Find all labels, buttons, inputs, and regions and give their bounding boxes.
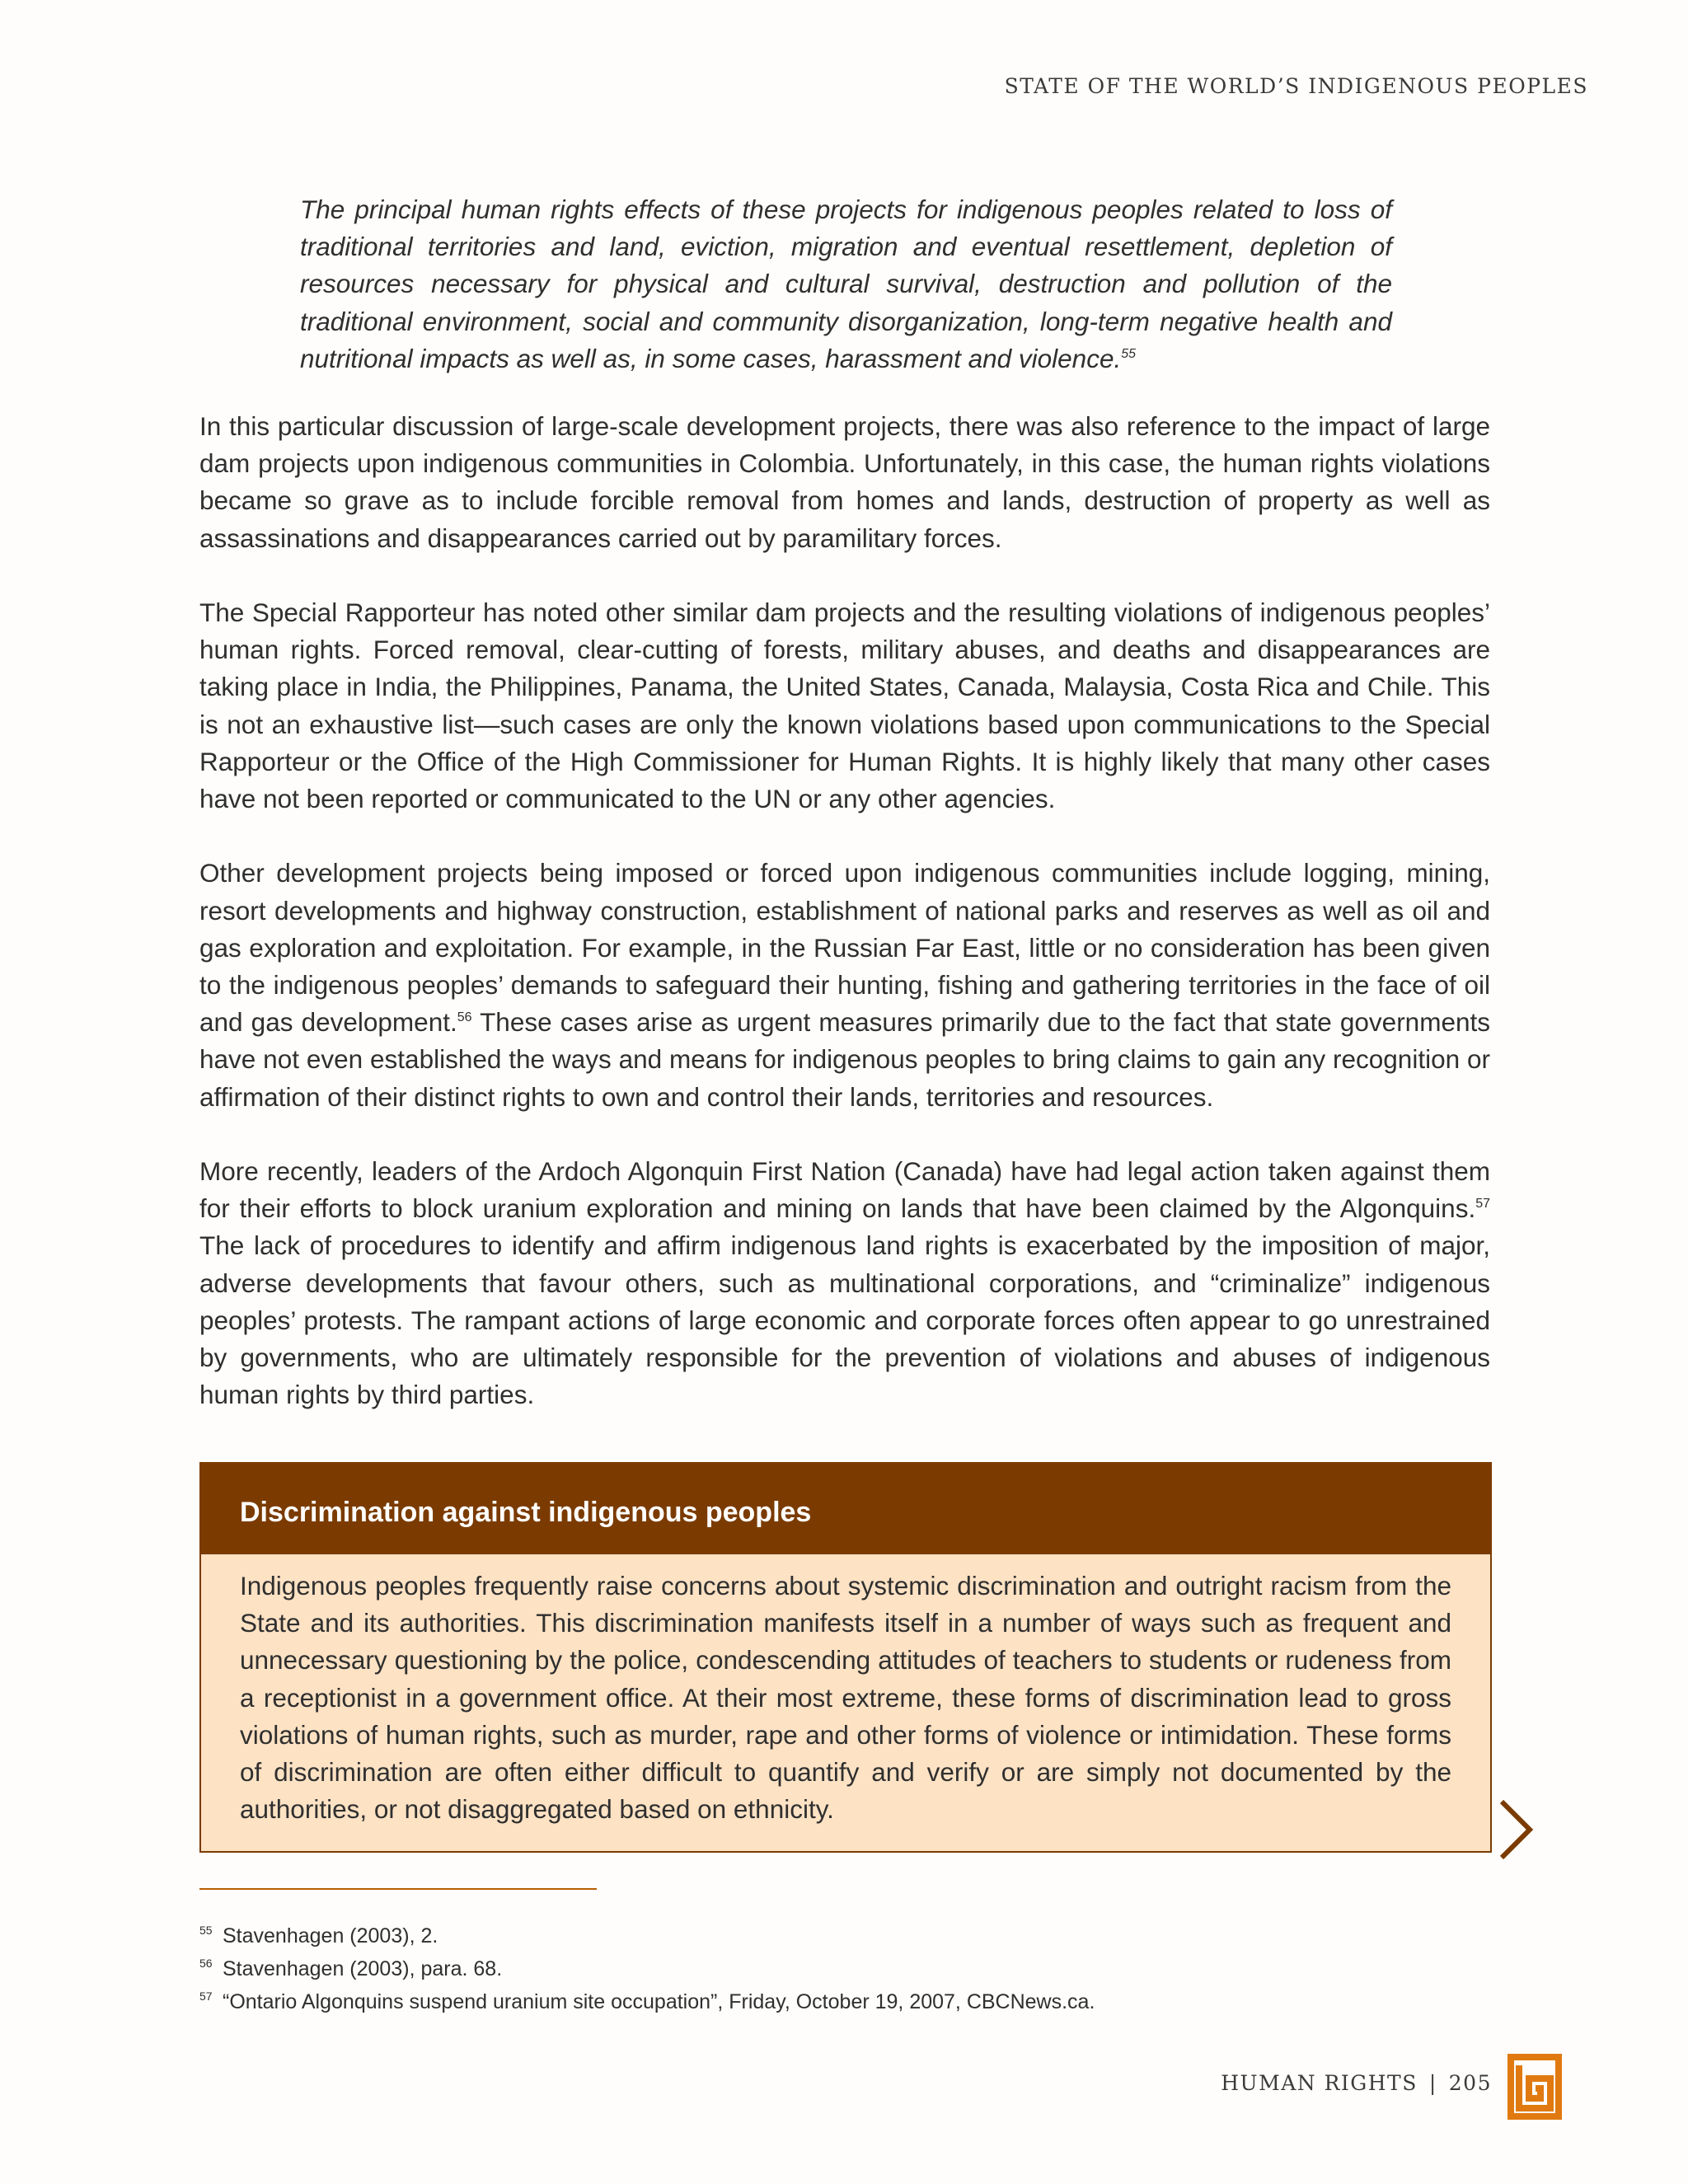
body-text <box>199 408 1490 1451</box>
footnote-divider <box>199 1888 597 1890</box>
box-text: Indigenous peoples frequently raise concerns about systemic discrimination and outright racism from the State and its authorities. This discrimination manifests itself in a number of ways such as frequent and unnecessary questioning by the police, condescending attitudes of teachers to students or rudeness from a receptionist in a government office. At their most extreme, these forms of discrimination lead to gross violations of human rights, such as murder, rape and other forms of violence or intimidation. These forms of discrimination are often either difficult to quantify and verify or are simply not documented by the authorities, or not disaggregated based on ethnicity. <box>240 1571 1451 1825</box>
chevron-right-icon[interactable] <box>1497 1797 1536 1863</box>
box-title: Discrimination against indigenous peoples <box>240 1497 812 1528</box>
running-header: STATE OF THE WORLD’S INDIGENOUS PEOPLES <box>1004 74 1588 98</box>
footer-section: HUMAN RIGHTS <box>1221 2071 1418 2095</box>
footer-separator: | <box>1428 2071 1437 2095</box>
paragraph-dam-colombia: In this particular discussion of large-scale development projects, there was also reference to the impact of large dam projects upon indigenous communities in Colombia. Unfortunately, in this case, the human rights violations became so grave as to include forcible removal from homes and lands, destruction of property as well as assassinations and disappearances carried out by paramilitary forces. <box>199 411 1490 553</box>
paragraph-development-projects: Other development projects being imposed or forced upon indigenous communities include logging, mining, resort developments and highway construction, establishment of national parks and reserves as well as oil and gas exploration and exploitation. For example, in the Russian Far East, little or no consideration has been given to the indigenous peoples’ demands to safeguard their hunting, fishing and gathering territories in the face of oil and gas development.$^{56}$ These cases arise as urgent measures primarily due to the fact that state governments have not even established the ways and means for indigenous peoples to bring claims to gain any recognition or affirmation of their distinct rights to own and control their lands, territories and resources. <box>199 858 1490 1112</box>
paragraph-algonquin: More recently, leaders of the Ardoch Algonquin First Nation (Canada) have had legal action taken against them for their efforts to block uranium exploration and mining on lands that have been claimed by the Algonquins.$^{57}$ The lack of procedures to identify and affirm indigenous land rights is exacerbated by the imposition of major, adverse developments that favour others, such as multinational corporations, and “criminalize” indigenous peoples’ protests. The rampant actions of large economic and corporate forces often appear to go unrestrained by governments, who are ultimately responsible for the prevention of violations and abuses of indigenous human rights by third parties. <box>199 1156 1490 1410</box>
footnote-56: 56 Stavenhagen (2003), para. 68. <box>199 1957 503 1980</box>
footnote-57: 57 “Ontario Algonquins suspend uranium site occupation”, Friday, October 19, 2007, CBCNews.ca. <box>199 1990 1095 2013</box>
footnote-55: 55 Stavenhagen (2003), 2. <box>199 1924 438 1947</box>
sidebar-box <box>199 1462 1492 1853</box>
footnote-ref-57[interactable]: 57 <box>1475 1197 1490 1212</box>
running-footer <box>1221 2071 1492 2095</box>
paragraph-special-rapporteur: The Special Rapporteur has noted other similar dam projects and the resulting violations of indigenous peoples’ human rights. Forced removal, clear-cutting of forests, military abuses, and deaths and disappearances are taking place in India, the Philippines, Panama, the United States, Canada, Malaysia, Costa Rica and Chile. This is not an exhaustive list—such cases are only the known violations based upon communications to the Special Rapporteur or the Office of the High Commissioner for Human Rights. It is highly likely that many other cases have not been reported or communicated to the UN or any other agencies. <box>199 598 1490 814</box>
page-number: 205 <box>1448 2071 1492 2095</box>
footnote-ref-56[interactable]: 56 <box>457 1010 472 1025</box>
footnote-ref-55[interactable]: 55 <box>1121 346 1137 361</box>
footnotes <box>199 1917 1436 2016</box>
meander-logo-icon <box>1507 2054 1562 2120</box>
block-quote <box>300 191 1392 377</box>
quote-text: The principal human rights effects of these projects for indigenous peoples related to loss of traditional territories and land, eviction, migration and eventual resettlement, depletion of resources necessary for physical and cultural survival, destruction and pollution of the traditional environment, social and community disorganization, long-term negative health and nutritional impacts as well as, in some cases, harassment and violence. <box>300 194 1392 373</box>
